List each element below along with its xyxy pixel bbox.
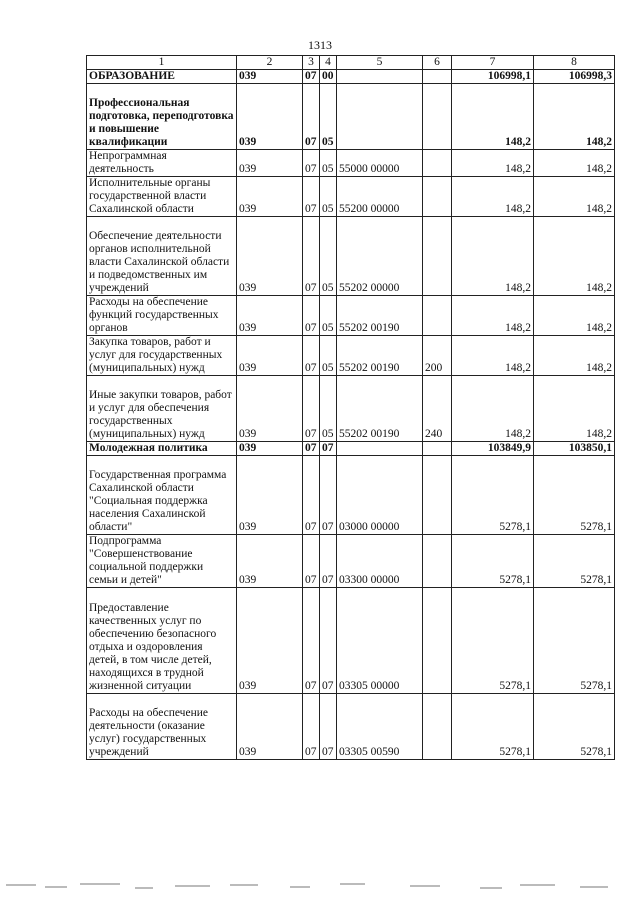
row-section-code: 07 [303,694,320,760]
row-expense-type [423,70,452,84]
row-subsection-code: 07 [320,694,337,760]
row-ministry-code: 039 [237,84,303,150]
column-header: 3 [303,56,320,70]
column-header: 5 [337,56,423,70]
row-ministry-code: 039 [237,217,303,296]
row-subsection-code: 07 [320,588,337,694]
row-expense-type [423,588,452,694]
row-amount-col8: 5278,1 [534,694,615,760]
row-ministry-code: 039 [237,442,303,456]
row-expense-type [423,177,452,217]
table-header-row [87,56,615,70]
row-name: Подпрограмма "Совершенствование социальной поддержки семьи и детей" [87,535,237,588]
row-name: Государственная программа Сахалинской области "Социальная поддержка населения Сахалинской области" [87,456,237,535]
row-ministry-code: 039 [237,336,303,376]
row-expense-type [423,694,452,760]
row-amount-col7: 5278,1 [452,588,534,694]
row-expense-type: 200 [423,336,452,376]
row-target-article [337,70,423,84]
row-section-code: 07 [303,150,320,177]
page-number: 1313 [308,38,332,52]
row-section-code: 07 [303,296,320,336]
row-name: Обеспечение деятельности органов исполнительной власти Сахалинской области и подведомственных им учреждений [87,217,237,296]
row-name: Молодежная политика [87,442,237,456]
row-name: Закупка товаров, работ и услуг для государственных (муниципальных) нужд [87,336,237,376]
row-subsection-code: 05 [320,376,337,442]
row-amount-col8: 103850,1 [534,442,615,456]
row-section-code: 07 [303,177,320,217]
row-section-code: 07 [303,336,320,376]
row-amount-col8: 148,2 [534,336,615,376]
row-target-article: 55000 00000 [337,150,423,177]
row-target-article: 03305 00590 [337,694,423,760]
row-subsection-code: 05 [320,177,337,217]
row-target-article: 03000 00000 [337,456,423,535]
row-amount-col7: 148,2 [452,296,534,336]
column-header: 1 [87,56,237,70]
column-header: 7 [452,56,534,70]
row-amount-col7: 148,2 [452,150,534,177]
row-subsection-code: 07 [320,442,337,456]
row-expense-type [423,442,452,456]
column-header: 2 [237,56,303,70]
row-amount-col7: 148,2 [452,217,534,296]
row-amount-col7: 148,2 [452,177,534,217]
row-section-code: 07 [303,217,320,296]
row-ministry-code: 039 [237,296,303,336]
row-expense-type [423,535,452,588]
row-section-code: 07 [303,84,320,150]
row-expense-type [423,296,452,336]
row-ministry-code: 039 [237,588,303,694]
row-amount-col8: 106998,3 [534,70,615,84]
table-row [87,217,615,296]
table-row [87,296,615,336]
row-section-code: 07 [303,588,320,694]
row-amount-col7: 5278,1 [452,694,534,760]
row-ministry-code: 039 [237,376,303,442]
row-name: Исполнительные органы государственной власти Сахалинской области [87,177,237,217]
row-section-code: 07 [303,442,320,456]
table-row [87,336,615,376]
row-name: Профессиональная подготовка, переподготовка и повышение квалификации [87,84,237,150]
row-target-article [337,442,423,456]
row-target-article: 55202 00000 [337,217,423,296]
row-amount-col7: 106998,1 [452,70,534,84]
row-expense-type: 240 [423,376,452,442]
row-target-article: 55202 00190 [337,336,423,376]
row-subsection-code: 05 [320,296,337,336]
table-row [87,456,615,535]
row-amount-col7: 5278,1 [452,535,534,588]
row-target-article: 55200 00000 [337,177,423,217]
row-amount-col8: 5278,1 [534,588,615,694]
column-header: 6 [423,56,452,70]
row-target-article: 55202 00190 [337,296,423,336]
row-subsection-code: 07 [320,535,337,588]
row-section-code: 07 [303,376,320,442]
table-row [87,694,615,760]
row-amount-col8: 5278,1 [534,535,615,588]
row-ministry-code: 039 [237,150,303,177]
budget-table [86,55,615,760]
row-expense-type [423,150,452,177]
table-row [87,150,615,177]
row-subsection-code: 05 [320,217,337,296]
row-name: Расходы на обеспечение функций государственных органов [87,296,237,336]
row-subsection-code: 05 [320,84,337,150]
row-target-article [337,84,423,150]
row-amount-col7: 148,2 [452,84,534,150]
row-name: Расходы на обеспечение деятельности (оказание услуг) государственных учреждений [87,694,237,760]
column-header: 4 [320,56,337,70]
row-subsection-code: 07 [320,456,337,535]
row-amount-col8: 5278,1 [534,456,615,535]
row-section-code: 07 [303,456,320,535]
row-target-article: 55202 00190 [337,376,423,442]
row-name: Предоставление качественных услуг по обеспечению безопасного отдыха и оздоровления детей, в том числе детей, находящихся в трудной жизненной ситуации [87,588,237,694]
table-row [87,588,615,694]
row-amount-col7: 148,2 [452,336,534,376]
row-section-code: 07 [303,535,320,588]
row-name: Непрограммная деятельность [87,150,237,177]
scan-noise [0,878,640,898]
row-amount-col8: 148,2 [534,217,615,296]
row-ministry-code: 039 [237,70,303,84]
table-row [87,535,615,588]
table-row [87,376,615,442]
row-amount-col7: 103849,9 [452,442,534,456]
row-name: ОБРАЗОВАНИЕ [87,70,237,84]
row-amount-col7: 5278,1 [452,456,534,535]
row-ministry-code: 039 [237,535,303,588]
row-amount-col7: 148,2 [452,376,534,442]
row-ministry-code: 039 [237,694,303,760]
row-ministry-code: 039 [237,177,303,217]
table-row [87,70,615,84]
row-expense-type [423,217,452,296]
row-amount-col8: 148,2 [534,177,615,217]
row-amount-col8: 148,2 [534,376,615,442]
row-section-code: 07 [303,70,320,84]
row-ministry-code: 039 [237,456,303,535]
row-expense-type [423,84,452,150]
row-expense-type [423,456,452,535]
row-name: Иные закупки товаров, работ и услуг для обеспечения государственных (муниципальных) нужд [87,376,237,442]
table-row [87,177,615,217]
row-subsection-code: 05 [320,150,337,177]
row-amount-col8: 148,2 [534,296,615,336]
row-target-article: 03305 00000 [337,588,423,694]
table-row [87,442,615,456]
row-subsection-code: 00 [320,70,337,84]
row-amount-col8: 148,2 [534,84,615,150]
row-subsection-code: 05 [320,336,337,376]
row-target-article: 03300 00000 [337,535,423,588]
column-header: 8 [534,56,615,70]
row-amount-col8: 148,2 [534,150,615,177]
table-row [87,84,615,150]
